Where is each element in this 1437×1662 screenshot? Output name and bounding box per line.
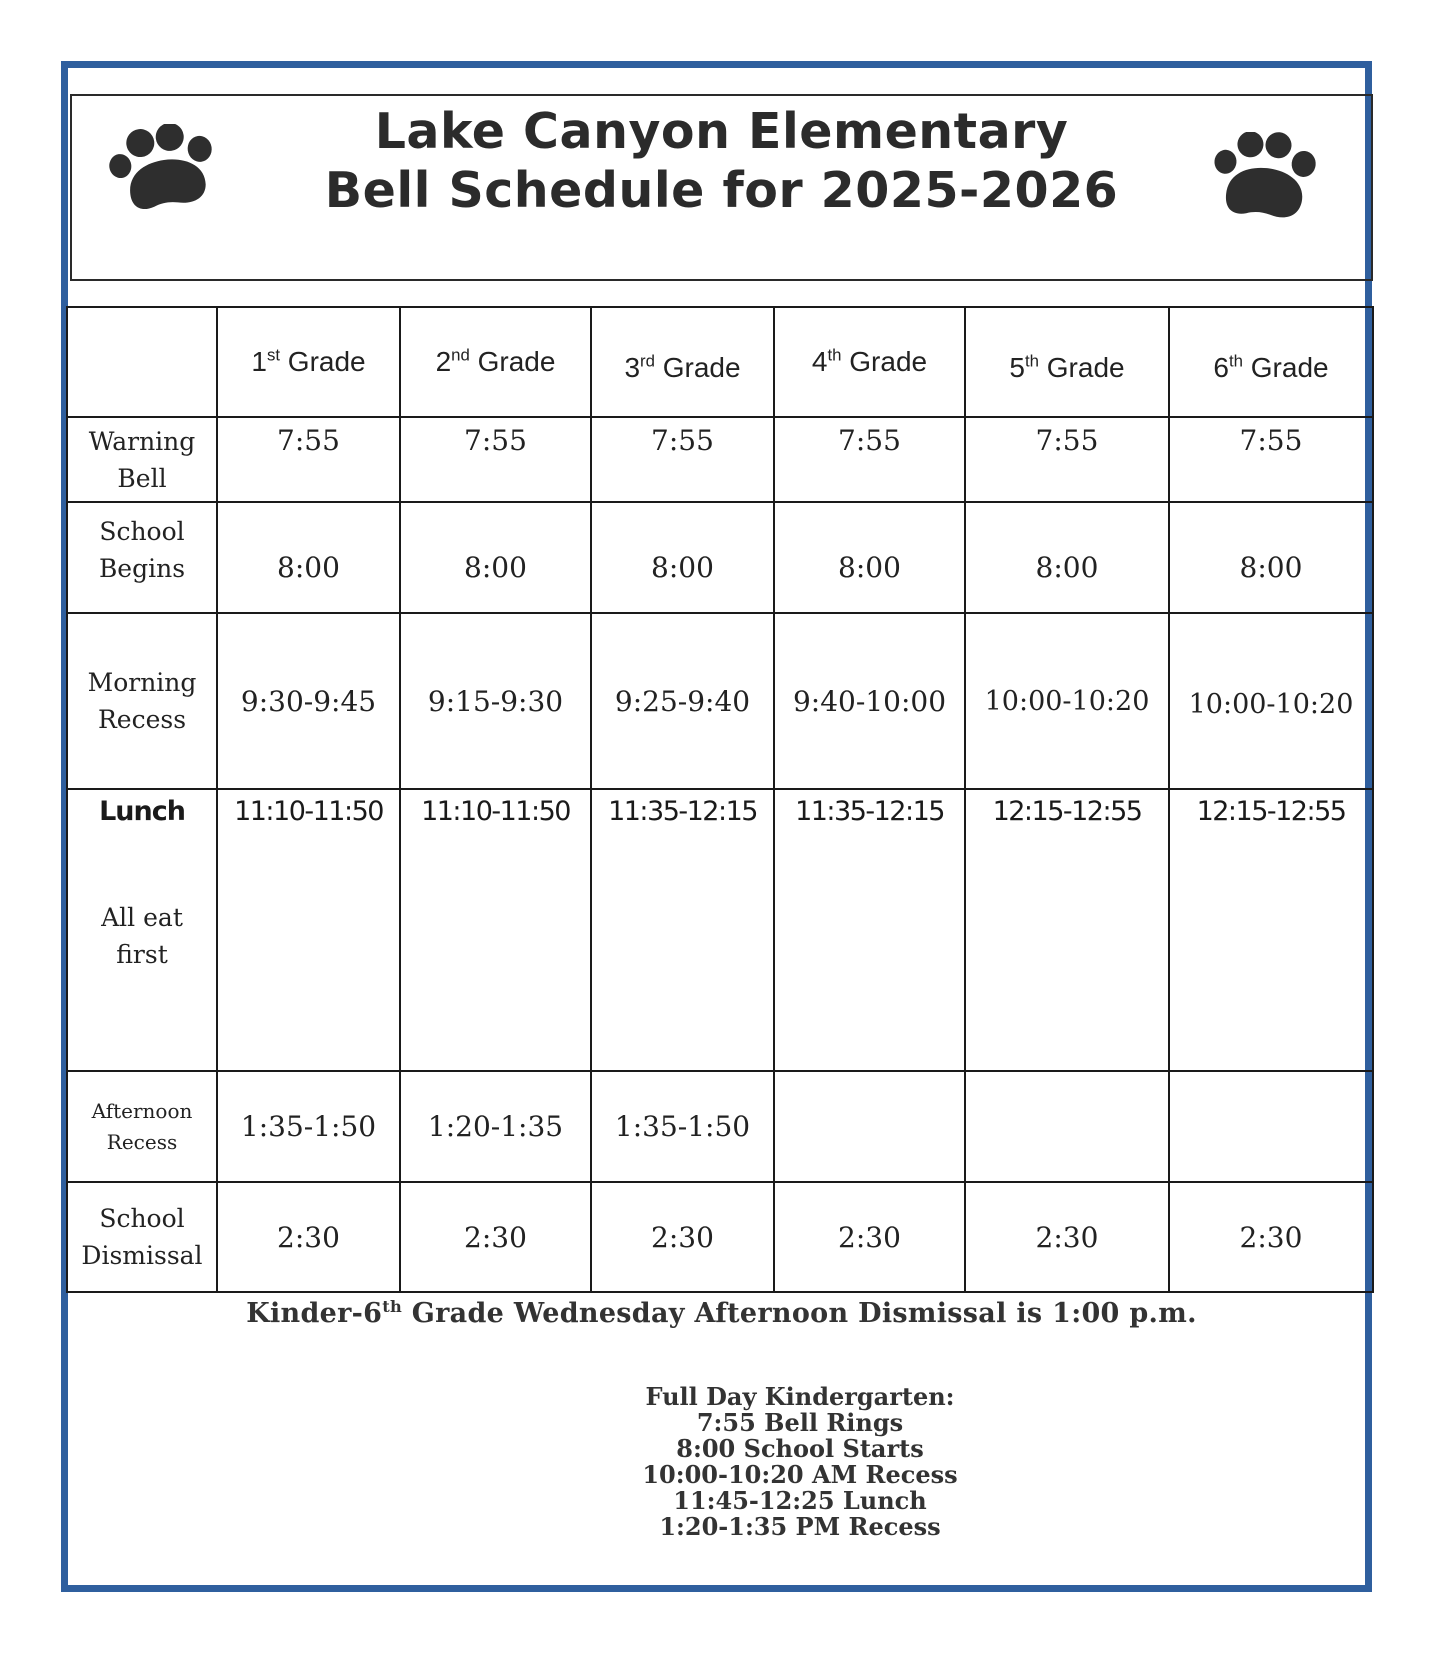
title-line-2: Bell Schedule for 2025-2026: [324, 162, 1119, 219]
time-cell: [965, 1071, 1169, 1182]
time-cell: 7:55: [217, 417, 400, 502]
time-cell: 8:00: [591, 502, 774, 613]
column-header-grade-6: 6th Grade: [1169, 307, 1373, 417]
row-label-school-dismissal: School Dismissal: [67, 1182, 217, 1292]
time-cell: 9:40-10:00: [774, 613, 965, 789]
time-cell: 8:00: [400, 502, 591, 613]
time-cell: 9:15-9:30: [400, 613, 591, 789]
kindergarten-line: 11:45-12:25 Lunch: [673, 1486, 927, 1515]
time-cell: 7:55: [774, 417, 965, 502]
table-row: [67, 789, 1373, 1071]
row-label-afternoon-recess: Afternoon Recess: [67, 1071, 217, 1182]
header-row: [67, 307, 1373, 417]
time-cell: 2:30: [400, 1182, 591, 1292]
row-label-school-begins: School Begins: [67, 502, 217, 613]
column-header-grade-5: 5th Grade: [965, 307, 1169, 417]
time-cell: 7:55: [1169, 417, 1373, 502]
corner-cell: [67, 307, 217, 417]
time-cell: 10:00-10:20: [965, 613, 1169, 789]
lunch-time-cell: 11:10-11:50: [400, 789, 591, 1071]
kindergarten-schedule: [70, 1384, 1437, 1540]
table-row: [67, 1071, 1373, 1182]
time-cell: 10:00-10:20: [1169, 613, 1373, 789]
kindergarten-heading: Full Day Kindergarten:: [645, 1382, 955, 1411]
lunch-time-cell: 11:10-11:50: [217, 789, 400, 1071]
column-header-grade-2: 2nd Grade: [400, 307, 591, 417]
time-cell: 7:55: [591, 417, 774, 502]
page-title: [252, 102, 1191, 220]
row-label-lunch: Lunch All eat first: [67, 789, 217, 1071]
time-cell: 2:30: [217, 1182, 400, 1292]
time-cell: 1:35-1:50: [591, 1071, 774, 1182]
time-cell: 2:30: [1169, 1182, 1373, 1292]
bell-schedule-table: [66, 306, 1374, 1293]
table-row: [67, 613, 1373, 789]
time-cell: 2:30: [591, 1182, 774, 1292]
row-label-warning-bell: Warning Bell: [67, 417, 217, 502]
time-cell: [774, 1071, 965, 1182]
column-header-grade-1: 1st Grade: [217, 307, 400, 417]
time-cell: 8:00: [1169, 502, 1373, 613]
time-cell: 1:20-1:35: [400, 1071, 591, 1182]
schedule-header: [70, 94, 1373, 281]
time-cell: 9:30-9:45: [217, 613, 400, 789]
title-line-1: Lake Canyon Elementary: [374, 103, 1069, 160]
table-row: [67, 1182, 1373, 1292]
kindergarten-line: 10:00-10:20 AM Recess: [642, 1460, 958, 1489]
time-cell: 8:00: [217, 502, 400, 613]
paw-print-icon: [107, 124, 222, 212]
column-header-grade-3: 3rd Grade: [591, 307, 774, 417]
time-cell: [1169, 1071, 1373, 1182]
time-cell: 2:30: [965, 1182, 1169, 1292]
column-header-grade-4: 4th Grade: [774, 307, 965, 417]
time-cell: 8:00: [774, 502, 965, 613]
lunch-time-cell: 12:15-12:55: [1169, 789, 1373, 1071]
time-cell: 8:00: [965, 502, 1169, 613]
time-cell: 1:35-1:50: [217, 1071, 400, 1182]
kindergarten-line: 1:20-1:35 PM Recess: [659, 1512, 941, 1541]
time-cell: 7:55: [965, 417, 1169, 502]
row-label-morning-recess: Morning Recess: [67, 613, 217, 789]
table-row: [67, 502, 1373, 613]
lunch-time-cell: 11:35-12:15: [591, 789, 774, 1071]
kindergarten-line: 8:00 School Starts: [676, 1434, 924, 1463]
paw-print-icon: [1210, 132, 1320, 224]
time-cell: 2:30: [774, 1182, 965, 1292]
lunch-time-cell: 12:15-12:55: [965, 789, 1169, 1071]
time-cell: 9:25-9:40: [591, 613, 774, 789]
lunch-time-cell: 11:35-12:15: [774, 789, 965, 1071]
wednesday-dismissal-note: Kinder-6th Grade Wednesday Afternoon Dismissal is 1:00 p.m.: [246, 1297, 1197, 1329]
table-row: [67, 417, 1373, 502]
time-cell: 7:55: [400, 417, 591, 502]
kindergarten-line: 7:55 Bell Rings: [696, 1408, 904, 1437]
